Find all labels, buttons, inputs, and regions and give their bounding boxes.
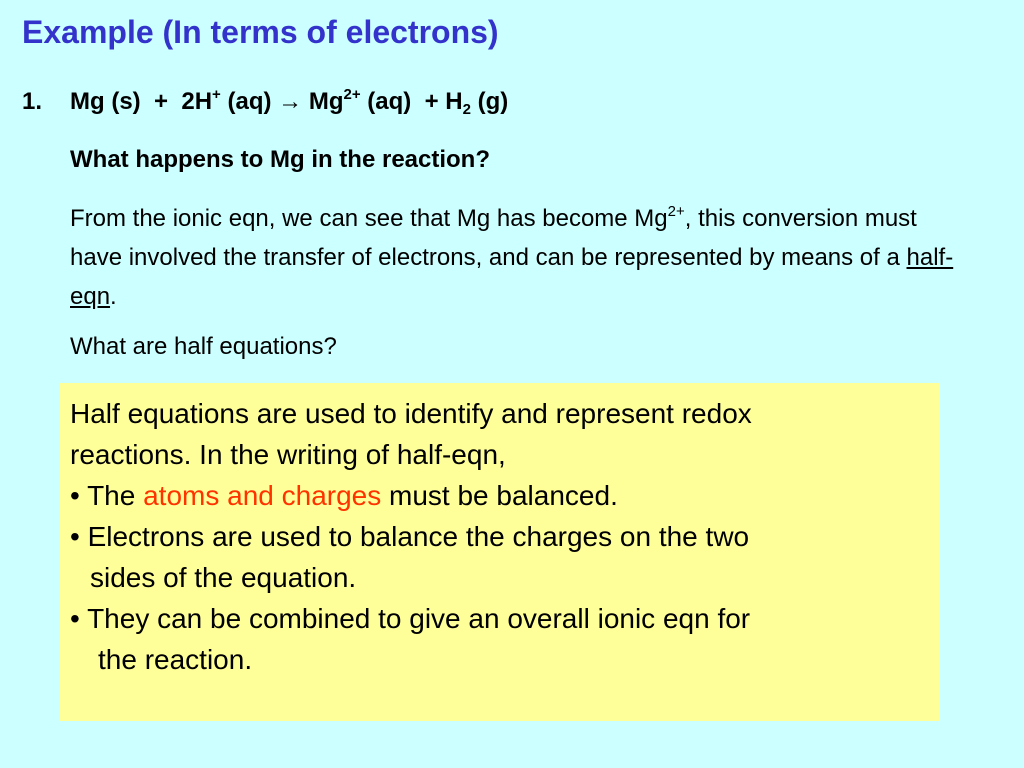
bullet-text: must be balanced. [381, 480, 618, 511]
eq-plus: + [424, 88, 439, 115]
explanation-text: From the ionic eqn, we can see that Mg has become Mg [70, 205, 668, 232]
eq-mg-charge: 2+ [343, 86, 361, 103]
eq-arrow: → [278, 88, 303, 115]
bullet-continuation: sides of the equation. [90, 562, 357, 593]
explanation-text: , this conversion must have involved the transfer of electrons, and can be represented by means of a [70, 205, 917, 271]
eq-gas-state: (g) [477, 88, 509, 115]
note-line: Half equations are used to identify and represent redox [70, 398, 752, 429]
question-heading: What happens to Mg in the reaction? [70, 146, 490, 173]
half-eqn-link[interactable]: half-eqn [70, 244, 954, 310]
item-number: 1. [22, 88, 43, 115]
bullet-item: • Electrons are used to balance the charges on the two [70, 521, 750, 552]
bullet-item [70, 475, 940, 516]
note-line: reactions. In the writing of half-eqn, [70, 439, 506, 470]
eq-mg: Mg (s) [70, 88, 141, 115]
bullet-text: • The [70, 480, 144, 511]
note-box [60, 383, 940, 721]
eq-plus: + [154, 88, 169, 115]
eq-hydrogen-charge: + [212, 86, 221, 103]
explanation-text: . [110, 283, 117, 310]
slide-title: Example (In terms of electrons) [22, 14, 499, 50]
explanation-paragraph [70, 199, 970, 316]
bullet-continuation: the reaction. [98, 644, 253, 675]
eq-aq: (aq) [367, 88, 412, 115]
bullet-item: • They can be combined to give an overall ionic eqn for [70, 603, 751, 634]
eq-aq: (aq) [227, 88, 272, 115]
eq-hydrogen-ion: 2H [181, 88, 213, 115]
eq-subscript: 2 [462, 101, 471, 118]
eq-mg-ion: Mg [308, 88, 344, 115]
highlighted-text: atoms and charges [143, 480, 382, 511]
mg-charge: 2+ [667, 203, 685, 220]
half-equations-question: What are half equations? [70, 333, 337, 360]
eq-hydrogen-gas: H [445, 88, 463, 115]
reaction-equation [22, 88, 508, 116]
